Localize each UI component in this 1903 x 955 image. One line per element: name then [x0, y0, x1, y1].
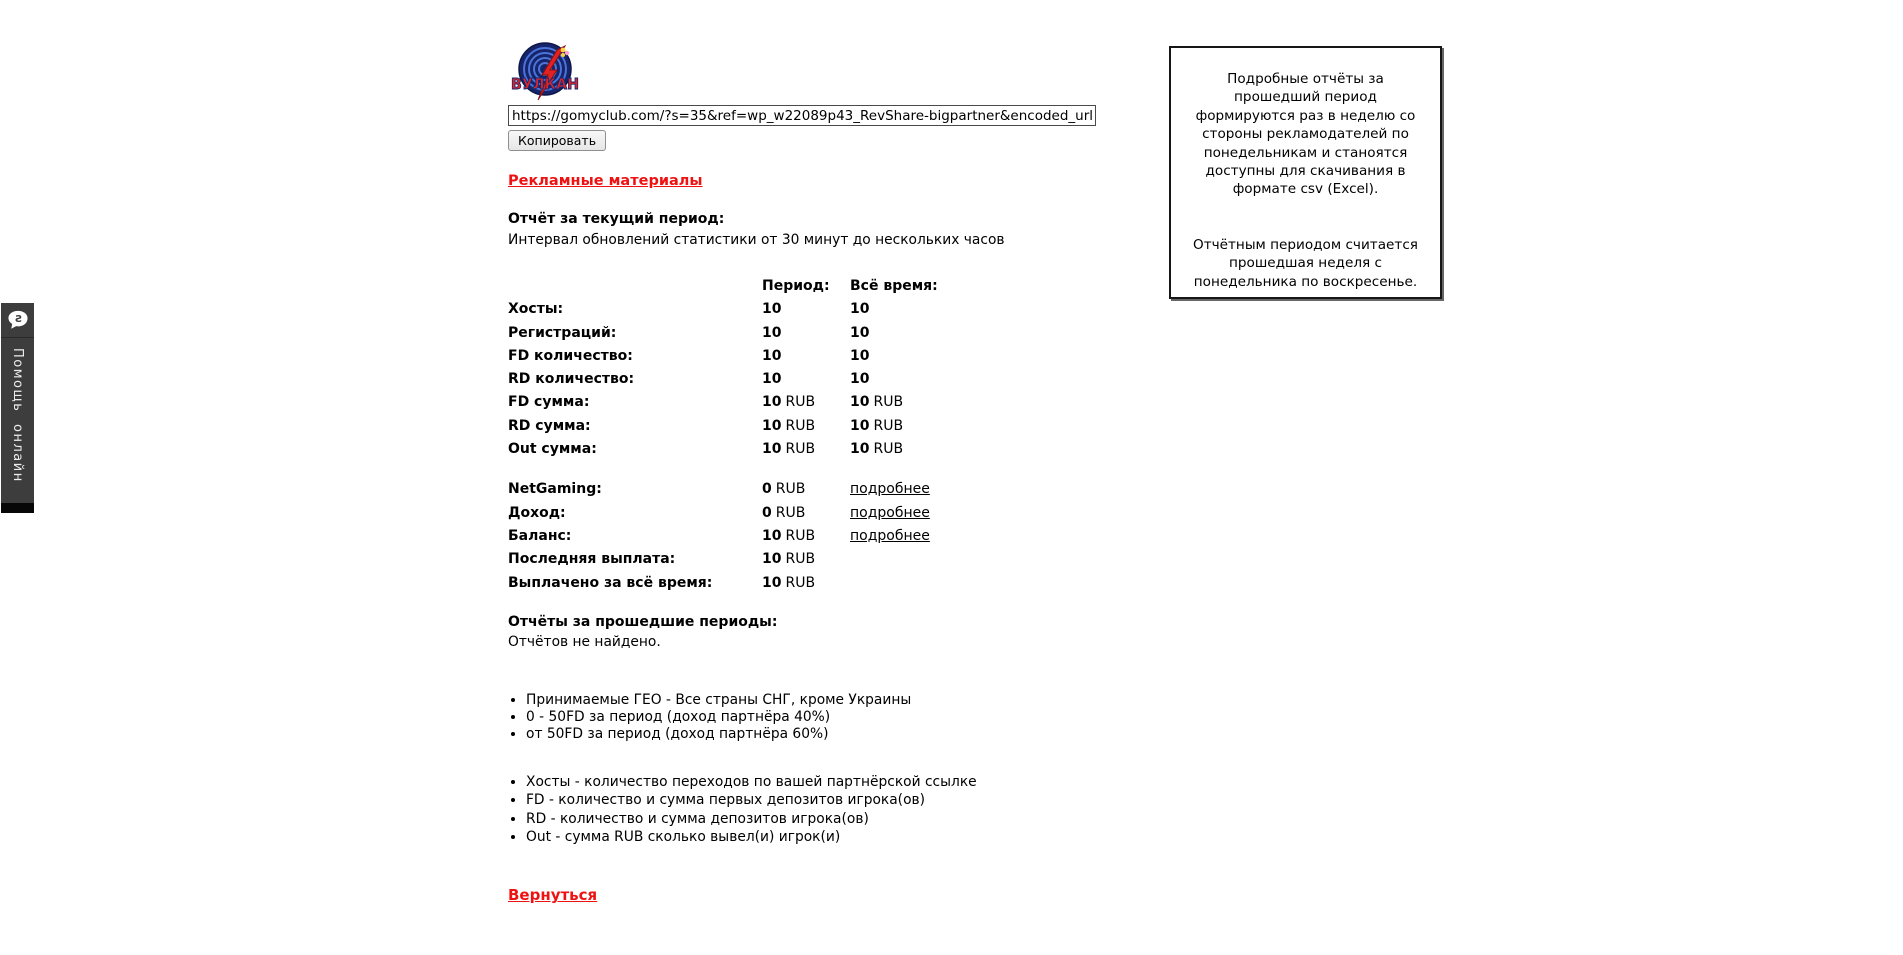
row-label: Хосты: — [508, 301, 564, 318]
row-label: FD сумма: — [508, 394, 590, 411]
referral-link-input[interactable] — [508, 105, 1096, 126]
details-link[interactable]: подробнее — [850, 527, 930, 544]
table-row — [508, 325, 1108, 348]
speech-bubble-icon — [7, 310, 29, 330]
list-item: • Out - сумма RUB сколько вывел(и) игрок(и) — [526, 828, 1108, 846]
period-value: 10 — [762, 441, 782, 458]
vulkan-logo-text: ВУЛКАН — [511, 75, 579, 93]
list-item: • Хосты - количество переходов по вашей партнёрской ссылке — [526, 773, 1108, 791]
list-item: • 0 - 50FD за период (доход партнёра 40%) — [526, 709, 1108, 726]
alltime-value: 10 — [850, 371, 870, 388]
back-link[interactable]: Вернуться — [508, 886, 598, 905]
alltime-value: 10 — [850, 441, 870, 458]
period-value: 10 — [762, 417, 782, 434]
definitions-list — [508, 773, 1108, 847]
table-row: Баланс: 10 RUB подробнее — [508, 527, 930, 544]
alltime-value: 10 — [850, 301, 870, 318]
table-row — [508, 301, 1108, 324]
total-value: 0 — [762, 504, 772, 521]
table-row: FD сумма: 10 RUB 10 RUB — [508, 394, 904, 411]
row-label: RD сумма: — [508, 417, 591, 434]
table-row: NetGaming: 0 RUB подробнее — [508, 481, 930, 498]
period-value: 10 — [762, 301, 782, 318]
stats-table — [508, 278, 1108, 464]
row-label: Последняя выплата: — [508, 551, 676, 568]
partner-stats-page — [508, 42, 1108, 904]
alltime-value: 10 — [850, 417, 870, 434]
alltime-value: 10 — [850, 394, 870, 411]
table-row — [508, 371, 1108, 394]
stats-header-row — [508, 278, 1108, 301]
table-row: Out сумма: 10 RUB 10 RUB — [508, 441, 904, 458]
table-row: Последняя выплата: 10 RUB — [508, 551, 816, 568]
chat-bubble-button[interactable] — [1, 303, 34, 338]
vulkan-logo — [508, 42, 584, 105]
copy-link-button[interactable]: Копировать — [508, 130, 606, 151]
row-label: Выплачено за всё время: — [508, 574, 713, 591]
details-link[interactable]: подробнее — [850, 504, 930, 521]
row-label: Out сумма: — [508, 441, 597, 458]
svg-text:S: S — [14, 313, 22, 325]
terms-list — [508, 692, 1108, 743]
current-period-note: Интервал обновлений статистики от 30 минут до нескольких часов — [508, 232, 1005, 248]
row-label: Регистраций: — [508, 324, 617, 341]
total-value: 10 — [762, 551, 782, 568]
column-header-period: Период: — [762, 278, 830, 294]
list-item: • RD - количество и сумма депозитов игрока(ов) — [526, 810, 1108, 828]
reports-info-box — [1169, 46, 1442, 299]
past-reports-empty: Отчётов не найдено. — [508, 633, 661, 650]
period-value: 10 — [762, 347, 782, 364]
list-item: • от 50FD за период (доход партнёра 60%) — [526, 726, 1108, 743]
table-row: Выплачено за всё время: 10 RUB — [508, 574, 816, 591]
row-label: RD количество: — [508, 371, 635, 388]
total-value: 10 — [762, 527, 782, 544]
column-header-alltime: Всё время: — [850, 278, 938, 294]
chat-tab-label: Помощь онлайн — [10, 348, 25, 483]
past-reports-title: Отчёты за прошедшие периоды: — [508, 613, 778, 630]
info-paragraph-1: Подробные отчёты за прошедший период формируются раз в неделю со стороны рекламодателей по понедельникам и станоятся доступны для скачивания в формате csv (Excel). — [1195, 71, 1416, 198]
chat-tab-label-area[interactable] — [1, 338, 34, 503]
table-row: RD сумма: 10 RUB 10 RUB — [508, 417, 904, 434]
total-value: 10 — [762, 574, 782, 591]
advertising-materials-link[interactable]: Рекламные материалы — [508, 173, 703, 189]
period-value: 10 — [762, 371, 782, 388]
chat-tab-footer — [1, 503, 34, 513]
alltime-value: 10 — [850, 324, 870, 341]
list-item: • FD - количество и сумма первых депозитов игрока(ов) — [526, 791, 1108, 809]
total-value: 0 — [762, 481, 772, 498]
period-value: 10 — [762, 394, 782, 411]
details-link[interactable]: подробнее — [850, 481, 930, 498]
table-row: Доход: 0 RUB подробнее — [508, 504, 930, 521]
totals-table — [508, 481, 1108, 597]
row-label: Доход: — [508, 504, 566, 521]
table-row — [508, 348, 1108, 371]
row-label: Баланс: — [508, 527, 572, 544]
chat-widget-tab[interactable] — [1, 303, 34, 513]
period-value: 10 — [762, 324, 782, 341]
row-label: NetGaming: — [508, 481, 602, 498]
current-period-title: Отчёт за текущий период: — [508, 211, 725, 227]
list-item: • Принимаемые ГЕО - Все страны СНГ, кроме Украины — [526, 692, 1108, 709]
row-label: FD количество: — [508, 347, 633, 364]
info-paragraph-2: Отчётным периодом считается прошедшая неделя с понедельника по воскресенье. — [1193, 236, 1418, 290]
alltime-value: 10 — [850, 347, 870, 364]
